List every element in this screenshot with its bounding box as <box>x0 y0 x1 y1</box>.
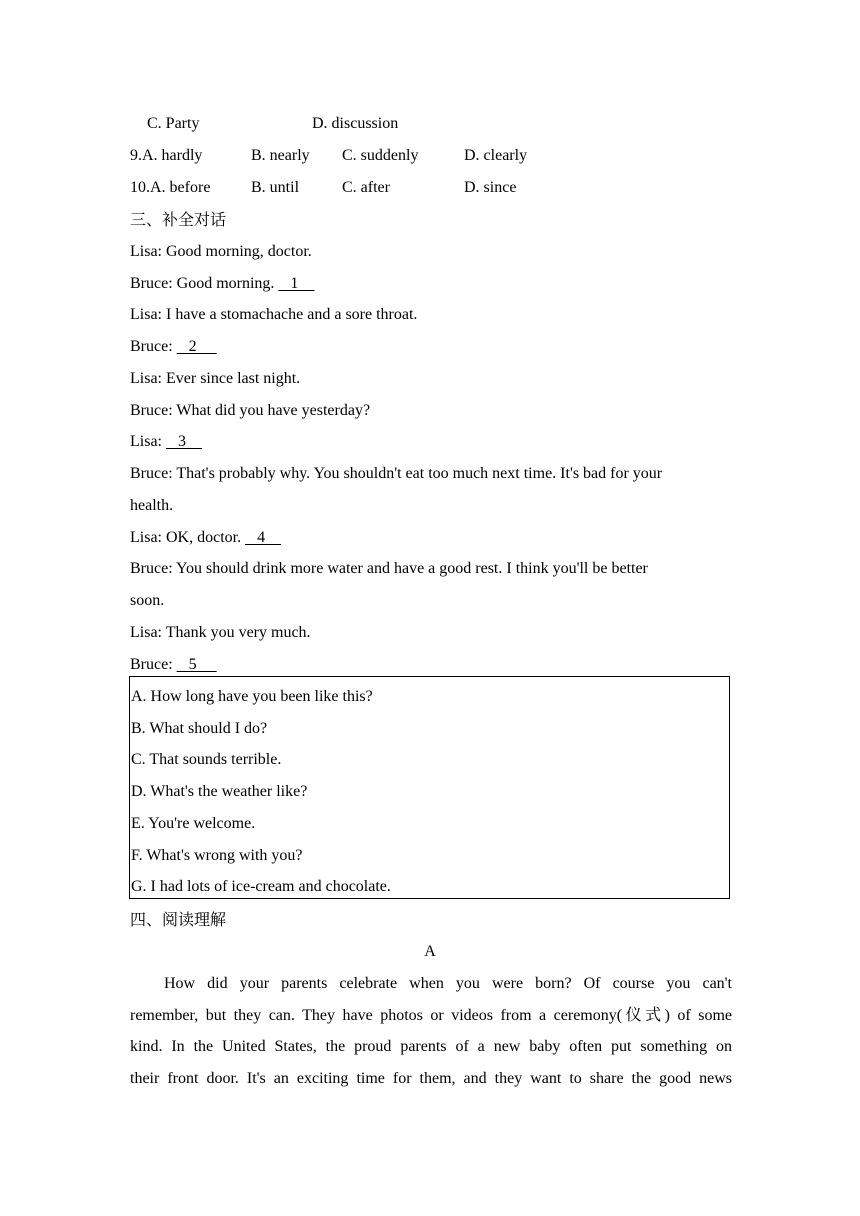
q10-option-c: C. after <box>342 179 390 196</box>
dialogue-line-2 <box>130 274 314 294</box>
q9-option-d: D. clearly <box>464 147 528 164</box>
option-f: F. What's wrong with you? <box>131 847 303 864</box>
option-c: C. That sounds terrible. <box>131 751 282 768</box>
q8-option-d: D. discussion <box>312 115 399 132</box>
dialogue-line-4 <box>130 337 217 357</box>
blank-4: 4 <box>245 529 282 546</box>
q9-option-b: B. nearly <box>251 147 310 164</box>
option-d: D. What's the weather like? <box>131 783 308 800</box>
option-b: B. What should I do? <box>131 720 268 737</box>
dialogue-line-8a: Bruce: That's probably why. You shouldn't eat too much next time. It's bad for your <box>130 465 663 482</box>
q9-option-a: 9.A. hardly <box>130 147 203 164</box>
dialogue-line-4-text: Bruce: <box>130 338 177 355</box>
q10-option-a: 10.A. before <box>130 179 211 196</box>
section-3-title: 三、补全对话 <box>130 210 227 229</box>
dialogue-line-12 <box>130 655 217 675</box>
q8-option-c: C. Party <box>147 115 200 132</box>
passage-line-2: remember, but they can. They have photos or videos from a ceremony(仪式) of some <box>130 1007 732 1024</box>
q10-option-d: D. since <box>464 179 517 196</box>
blank-3: 3 <box>166 433 202 450</box>
section-4-title: 四、阅读理解 <box>130 910 227 929</box>
passage-line-1: How did your parents celebrate when you were born? Of course you can't <box>164 975 732 992</box>
passage-label: A <box>424 943 436 960</box>
dialogue-line-7 <box>130 432 202 452</box>
dialogue-line-3: Lisa: I have a stomachache and a sore throat. <box>130 306 418 323</box>
dialogue-line-10a: Bruce: You should drink more water and have a good rest. I think you'll be better <box>130 560 648 577</box>
blank-2: 2 <box>176 338 217 355</box>
option-a: A. How long have you been like this? <box>131 688 373 705</box>
dialogue-line-9 <box>130 528 281 548</box>
dialogue-line-9-text: Lisa: OK, doctor. <box>130 529 246 546</box>
dialogue-line-10b: soon. <box>130 592 165 609</box>
q9-option-c: C. suddenly <box>342 147 419 164</box>
dialogue-line-12-text: Bruce: <box>130 656 177 673</box>
dialogue-line-2-text: Bruce: Good morning. <box>130 275 279 292</box>
option-g: G. I had lots of ice-cream and chocolate. <box>131 878 391 895</box>
blank-5: 5 <box>176 656 217 673</box>
option-e: E. You're welcome. <box>131 815 256 832</box>
dialogue-line-5: Lisa: Ever since last night. <box>130 370 301 387</box>
q10-option-b: B. until <box>251 179 300 196</box>
dialogue-line-6: Bruce: What did you have yesterday? <box>130 402 371 419</box>
dialogue-line-11: Lisa: Thank you very much. <box>130 624 311 641</box>
blank-1: 1 <box>278 275 315 292</box>
dialogue-line-8b: health. <box>130 497 174 514</box>
dialogue-line-7-text: Lisa: <box>130 433 166 450</box>
passage-line-4: their front door. It's an exciting time for them, and they want to share the good news <box>130 1070 732 1087</box>
dialogue-line-1: Lisa: Good morning, doctor. <box>130 243 312 260</box>
passage-line-3: kind. In the United States, the proud parents of a new baby often put something on <box>130 1038 732 1055</box>
options-box <box>129 676 730 899</box>
